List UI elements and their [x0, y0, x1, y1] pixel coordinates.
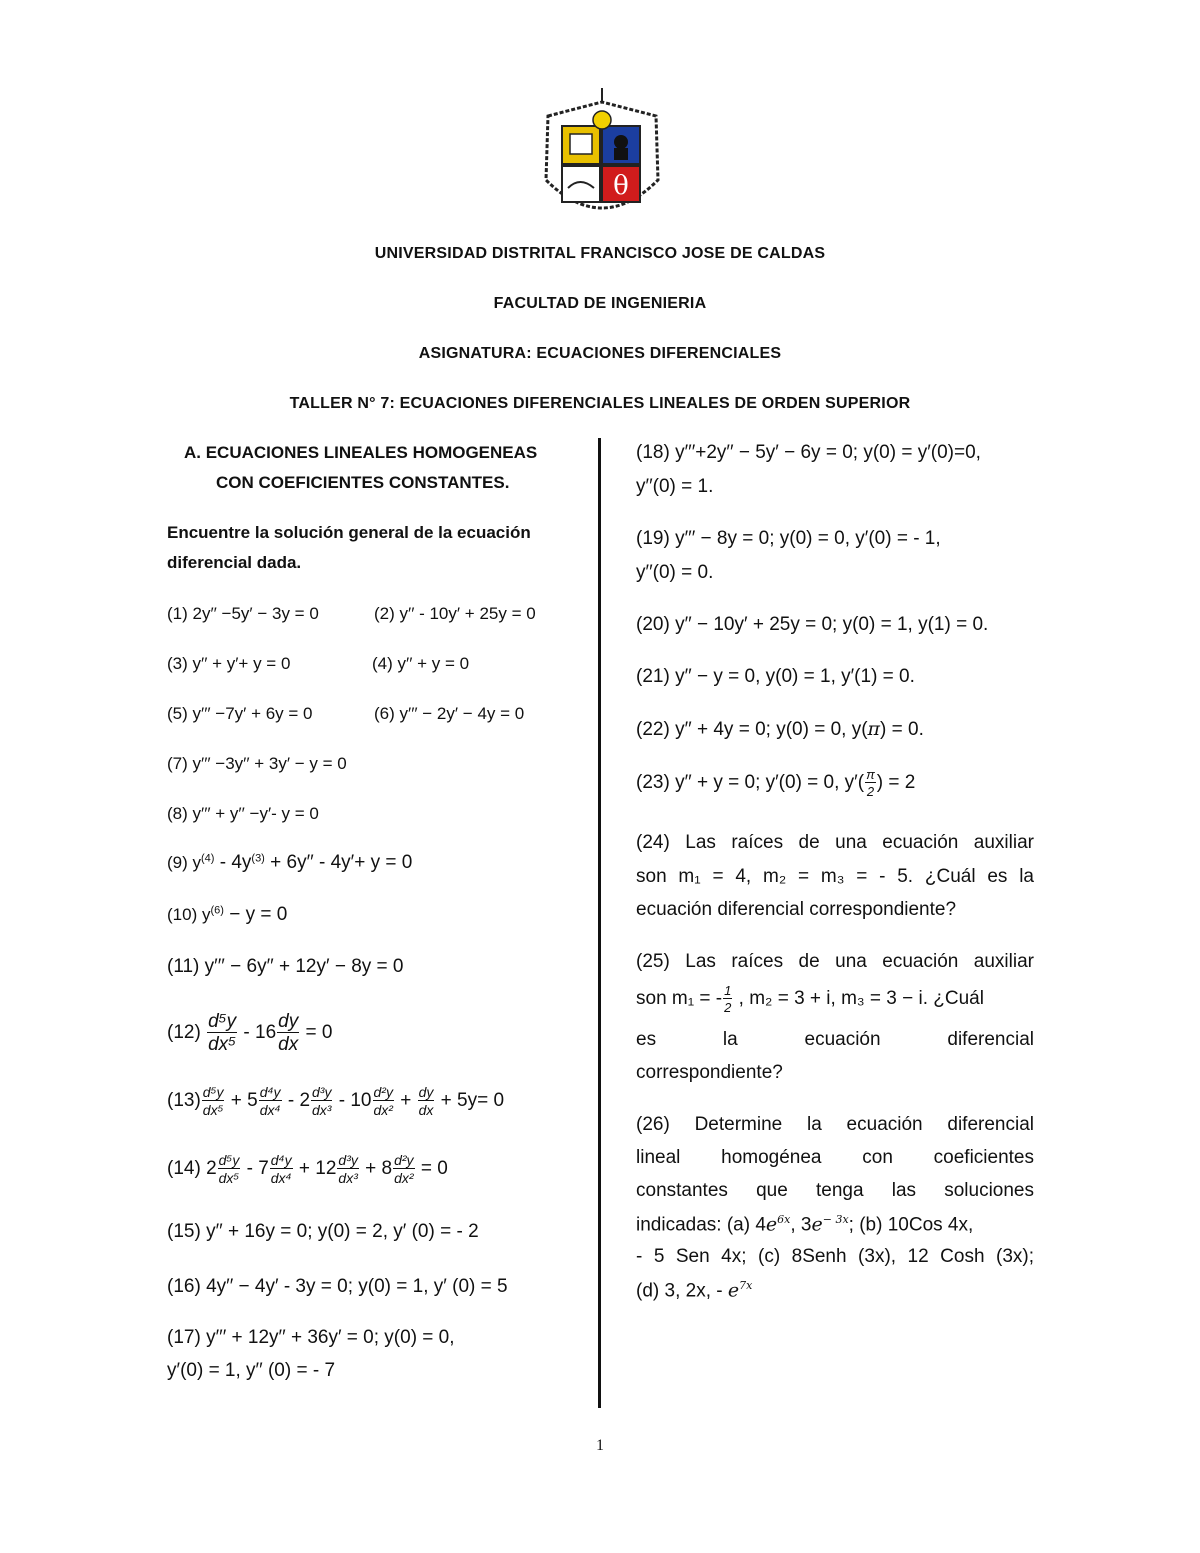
university-name: UNIVERSIDAD DISTRITAL FRANCISCO JOSE DE CALDAS [374, 245, 826, 262]
problem-12: (12) $\frac{\text{d⁵y}}{\text{dx⁵}}$ - 16 $\frac{dy}{dx}$ = 0 [167, 1011, 333, 1055]
problem-16: (16) 4y′′ − 4y′ - 3y = 0; y(0) = 1, y′ (0) = 5 [167, 1276, 508, 1297]
problem-15: (15) y′′ + 16y = 0; y(0) = 2, y′ (0) = - 2 [167, 1221, 479, 1242]
problem-23: (23) y′′ + y = 0; y′(0) = 0, y′( $\frac{\pi}{2}$ ) = 2 [636, 767, 916, 799]
instruction-line2: diferencial dada. [167, 553, 302, 572]
problem-18-line2: y′′(0) = 1. [636, 476, 714, 497]
page-number: 1 [596, 1437, 604, 1454]
problem-3: (3) y′′ + y′+ y = 0 [167, 654, 291, 673]
university-seal-logo [540, 88, 664, 233]
problem-17-line1: (17) y′′′ + 12y′′ + 36y′ = 0; y(0) = 0, [167, 1327, 455, 1348]
problem-17-line2: y′(0) = 1, y′′ (0) = - 7 [167, 1360, 336, 1381]
problem-20: (20) y′′ − 10y′ + 25y = 0; y(0) = 1, y(1) = 0. [636, 614, 989, 635]
problem-13: (13) $\frac{\text{d⁵y}}{\text{dx⁵}}$ + 5 $\frac{\text{d⁴y}}{\text{dx⁴}}$ - 2 $\frac{\text{d³y}}{\text{dx³}}$ - 10 $\frac{\text{d²y}}{\text{dx²}}$ + $\frac{dy}{dx}$ + 5y= 0 [167, 1084, 505, 1118]
problem-4: (4) y′′ + y = 0 [372, 654, 470, 673]
problem-25-line3: es la ecuación diferencial [636, 1029, 1034, 1050]
problem-26-line1: (26) Determine la ecuación diferencial [636, 1114, 1034, 1135]
faculty-name: FACULTAD DE INGENIERIA [493, 295, 707, 312]
problem-19-line2: y′′(0) = 0. [636, 562, 714, 583]
problem-26-line6: (d) 3, 2x, - $e^{7x}$ [636, 1279, 753, 1302]
problem-19-line1: (19) y′′′ − 8y = 0; y(0) = 0, y′(0) = - 1, [636, 528, 941, 549]
problem-24-line3: ecuación diferencial correspondiente? [636, 899, 957, 920]
problem-11: (11) y′′′ − 6y′′ + 12y′ − 8y = 0 [167, 956, 404, 977]
problem-6: (6) y′′′ − 2y′ − 4y = 0 [374, 704, 525, 723]
problem-7: (7) y′′′ −3y′′ + 3y′ − y = 0 [167, 754, 347, 773]
section-title-line1: A. ECUACIONES LINEALES HOMOGENEAS [184, 443, 538, 462]
problem-26-line4: indicadas: (a) $4e^{6x}$, $3e^{- 3x}$; (b) 10Cos 4x, [636, 1213, 974, 1236]
problem-10: (10) $y^{(6)} - y = 0$ [167, 904, 288, 925]
problem-26-line5: - 5 Sen 4x; (c) 8Senh (3x), 12 Cosh (3x); [636, 1246, 1034, 1267]
problem-1: (1) 2y′′ −5y′ − 3y = 0 [167, 604, 319, 623]
column-divider [598, 438, 601, 1408]
problem-25-line4: correspondiente? [636, 1062, 783, 1083]
problem-25-line2: son m₁ = - $\frac{1}{2}$ , m₂ = 3 + i, m₃ = 3 − i. ¿Cuál [636, 983, 984, 1015]
problem-5: (5) y′′′ −7y′ + 6y = 0 [167, 704, 313, 723]
problem-8: (8) y′′′ + y′′ −y′- y = 0 [167, 804, 319, 823]
problem-26-line3: constantes que tenga las soluciones [636, 1180, 1034, 1201]
problem-24-line1: (24) Las raíces de una ecuación auxiliar [636, 832, 1034, 853]
svg-text:θ: θ [613, 171, 629, 201]
problem-26-line2: lineal homogénea con coeficientes [636, 1147, 1034, 1168]
problem-25-line1: (25) Las raíces de una ecuación auxiliar [636, 951, 1034, 972]
problem-18-line1: (18) y′′′+2y′′ − 5y′ − 6y = 0; y(0) = y′(0)=0, [636, 442, 981, 463]
problem-22: (22) y′′ + 4y = 0; y(0) = 0, y(π) = 0. [636, 718, 924, 740]
problem-21: (21) y′′ − y = 0, y(0) = 1, y′(1) = 0. [636, 666, 915, 687]
problem-24-line2: son m₁ = 4, m₂ = m₃ = - 5. ¿Cuál es la [636, 866, 1034, 887]
workshop-title: TALLER N° 7: ECUACIONES DIFERENCIALES LINEALES DE ORDEN SUPERIOR [289, 395, 911, 412]
problem-9: (9) $y^{(4)} - 4y^{(3)} + 6y'' - 4y'+ y = 0$ [167, 852, 413, 873]
instruction-line1: Encuentre la solución general de la ecuación [167, 523, 531, 542]
section-title-line2: CON COEFICIENTES CONSTANTES. [216, 473, 510, 492]
subject-title: ASIGNATURA: ECUACIONES DIFERENCIALES [418, 345, 782, 362]
problem-2: (2) y′′ - 10y′ + 25y = 0 [374, 604, 536, 623]
problem-14: (14) 2 $\frac{\text{d⁵y}}{\text{dx⁵}}$ - 7 $\frac{\text{d⁴y}}{\text{dx⁴}}$ + 12 $\frac{\text{d³y}}{\text{dx³}}$ + 8 $\frac{\text{d²y}}{\text{dx²}}$ = 0 [167, 1152, 448, 1186]
